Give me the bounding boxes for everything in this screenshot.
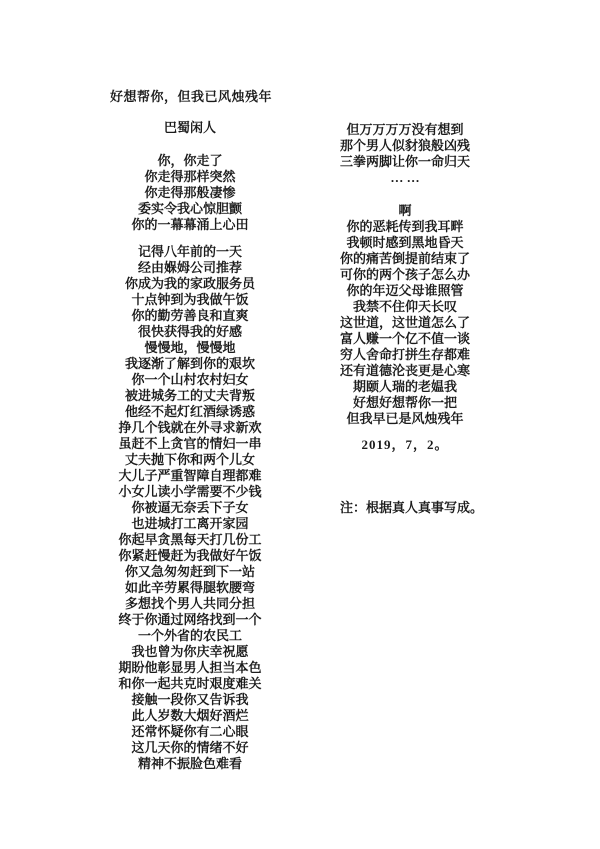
poem-line: 我禁不住仰天长叹 (352, 299, 457, 314)
poem-line: 委实令我心惊胆颤 (137, 201, 242, 216)
poem-line: 大儿子严重智障自理都难 (118, 468, 262, 483)
poem-line: 很快获得我的好感 (137, 324, 242, 339)
poem-line: 小女儿读小学需要不少钱 (118, 484, 262, 499)
right-stanza-2 (320, 203, 490, 427)
footnote: 注：根据真人真事写成。 (340, 500, 484, 515)
poem-line: 经由媬姆公司推荐 (137, 260, 242, 275)
poem-line: 这几天你的情绪不好 (131, 740, 249, 755)
poem-line: 三拳两脚让你一命归天 (339, 154, 470, 169)
poem-line: 接触一段你又告诉我 (131, 692, 249, 707)
poem-line: 那个男人似豺狼般凶残 (339, 138, 470, 153)
author-name: 巴蜀闲人 (163, 120, 216, 135)
poem-line: 你起早贪黑每天打几份工 (118, 532, 262, 547)
poem-line: 还常怀疑你有二心眼 (131, 724, 249, 739)
poem-line: 精神不振脸色难看 (137, 756, 242, 771)
poem-line: 我逐渐了解到你的艰坎 (124, 356, 255, 371)
left-stanza-1 (80, 153, 300, 233)
poem-line: 被进城务工的丈夫背叛 (124, 388, 255, 403)
poem-line: 你的年迈父母谁照管 (346, 283, 464, 298)
poem-line: 挣几个钱就在外寻求新欢 (118, 420, 262, 435)
left-stanza-2 (80, 244, 300, 772)
poem-line: 丈夫抛下你和两个儿女 (124, 452, 255, 467)
poem-line: 你走得那般凄惨 (144, 185, 236, 200)
poem-line: 和你一起共克时艰度难关 (118, 676, 262, 691)
poem-line: 可你的两个孩子怎么办 (339, 267, 470, 282)
right-stanza-1 (320, 122, 490, 186)
poem-line: 记得八年前的一天 (137, 244, 242, 259)
poem-line: 你的痛苦倒提前结束了 (339, 251, 470, 266)
poem-line: 你，你走了 (157, 153, 223, 168)
poem-line: 十点钟到为我做午饭 (131, 292, 249, 307)
poem-line: 你的恶耗传到我耳畔 (346, 219, 464, 234)
poem-line: 还有道德沦丧更是心寒 (339, 363, 470, 378)
poem-line: 你紧赶慢赶为我做好午饭 (118, 548, 262, 563)
page-title: 好想帮你，但我已风烛残年 (110, 89, 273, 104)
poem-line: 期盼他彰显男人担当本色 (118, 660, 262, 675)
poem-line: 他经不起灯红酒绿诱惑 (124, 404, 255, 419)
poem-line: 终于你通过网络找到一个 (118, 612, 262, 627)
poem-line: 你被逼无奈丢下子女 (131, 500, 249, 515)
poem-line: 你走得那样突然 (144, 169, 236, 184)
poem-line: 如此辛劳累得腿软腰弯 (124, 580, 255, 595)
poem-line: 你的一幕幕涌上心田 (131, 217, 249, 232)
poem-line: … … (390, 170, 420, 185)
poem-line: 啊 (398, 203, 412, 218)
poem-line: 多想找个男人共同分担 (124, 596, 255, 611)
poem-line: 期颐人瑞的老媪我 (352, 379, 457, 394)
poem-line: 你又急匆匆赶到下一站 (124, 564, 255, 579)
poem-line: 穷人舍命打拼生存都难 (339, 347, 470, 362)
poem-line: 好想好想帮你一把 (352, 395, 457, 410)
poem-line: 也进城打工离开家园 (131, 516, 249, 531)
poem-line: 你一个山村农村妇女 (131, 372, 249, 387)
poem-line: 虽赶不上贪官的情妇一串 (118, 436, 262, 451)
poem-line: 此人岁数大烟好酒烂 (131, 708, 249, 723)
poem-line: 我顿时感到黑地昏天 (346, 235, 464, 250)
poem-line: 但我早已是风烛残年 (346, 411, 464, 426)
poem-line: 富人赚一个亿不值一谈 (339, 331, 470, 346)
poem-line: 但万万万万没有想到 (346, 122, 464, 137)
poem-line: 这世道，这世道怎么了 (339, 315, 470, 330)
poem-line: 慢慢地，慢慢地 (144, 340, 236, 355)
poem-line: 你的勤劳善良和直爽 (131, 308, 249, 323)
poem-line: 你成为我的家政服务员 (124, 276, 255, 291)
poem-line: 一个外省的农民工 (137, 628, 242, 643)
date-line: 2019，7，2。 (361, 437, 449, 452)
poem-line: 我也曾为你庆幸祝愿 (131, 644, 249, 659)
